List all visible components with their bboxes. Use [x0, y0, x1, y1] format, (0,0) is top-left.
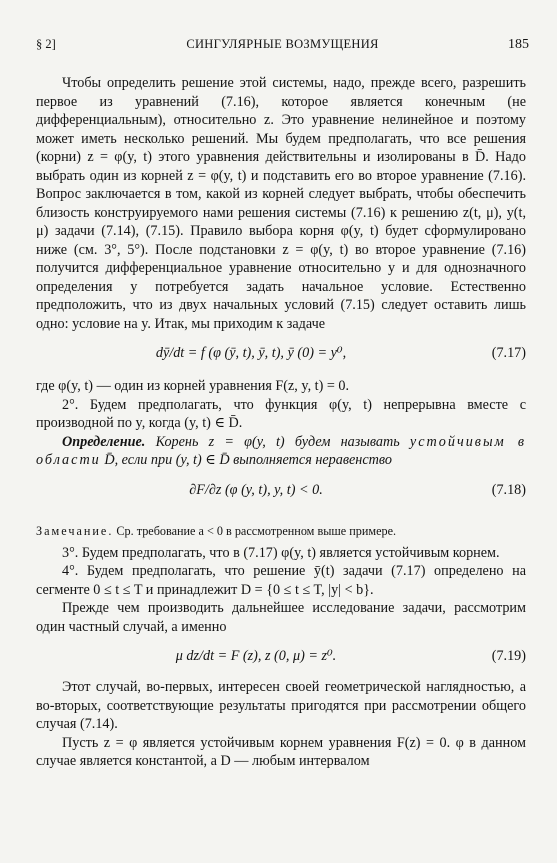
equation-formula: μ dz/dt = F (z), z (0, μ) = z⁰.	[175, 648, 337, 664]
remark-label: Замечание.	[36, 523, 114, 538]
definition-text-b: D̄, если при (y, t) ∈ D̄ выполняется неравенство	[100, 452, 392, 468]
paragraph-stable-root: Пусть z = φ является устойчивым корнем уравнения F(z) = 0. φ в данном случае является константой, а D — любым интервалом	[36, 734, 526, 769]
equation-7-18	[36, 470, 526, 512]
page-number: 185	[508, 37, 529, 52]
paragraph-assumption-3: 3°. Будем предполагать, что в (7.17) φ(y, t) является устойчивым корнем.	[62, 544, 500, 561]
equation-number: (7.18)	[491, 481, 526, 498]
remark	[36, 522, 526, 540]
equation-number: (7.19)	[491, 648, 526, 664]
paragraph-root-note: где φ(y, t) — один из корней уравнения F(z, y, t) = 0.	[36, 378, 350, 394]
definition-spaced-term: устойчивым в области	[36, 433, 526, 468]
running-header	[36, 37, 529, 57]
definition-text-a: Корень z = φ(y, t) будем называть	[155, 433, 410, 450]
equation-7-17	[36, 333, 526, 377]
definition-label: Определение.	[62, 433, 146, 450]
paragraph-special-case: Прежде чем производить дальнейшее исследование задачи, рассмотрим один частный случай, а именно	[36, 600, 526, 635]
section-marker: § 2]	[36, 37, 56, 51]
paragraph-intro: Чтобы определить решение этой системы, надо, прежде всего, разрешить первое из уравнений (7.16), которое является конечным (не дифференциальным), относительно z. Это уравнение нелинейное и поэтому может иметь несколько решений. Мы будем предполагать, что все решения (корни) z = φ(y, t) этого уравнения действительны и изолированы в D̄. Надо выбрать один из корней z = φ(y, t) и подставить его во второе уравнение (7.16). Вопрос заключается в том, какой из корней следует выбрать, чтобы обеспечить близость конструируемого нами решения системы (7.16) к решению z(t, μ), y(t, μ) задачи (7.14), (7.15). Правило выбора корня φ(y, t) будет сформулировано ниже (см. 3°, 5°). После подстановки z = φ(y, t) во второе уравнение (7.16) получится дифференциальное уравнение относительно y и для однозначного определения y потребуется задать начальное условие. Естественно предположить, что из двух начальных условий (7.15) следует оставить лишь одно: условие на y. Итак, мы приходим к задаче	[36, 75, 526, 332]
running-title: СИНГУЛЯРНЫЕ ВОЗМУЩЕНИЯ	[186, 37, 379, 51]
equation-number: (7.17)	[491, 345, 526, 361]
paragraph-definition	[36, 433, 526, 470]
equation-formula: ∂F/∂z (φ (y, t), y, t) < 0.	[189, 481, 323, 498]
paragraph-assumption-4: 4°. Будем предполагать, что решение ȳ(t) задачи (7.17) определено на сегменте 0 ≤ t ≤ T и принадлежит D = {0 ≤ t ≤ T, |y| < b}.	[36, 563, 526, 598]
equation-7-19	[36, 636, 526, 678]
page-body	[36, 74, 526, 771]
paragraph-assumption-2: 2°. Будем предполагать, что функция φ(y, t) непрерывна вместе с производной по y, когда (y, t) ∈ D̄.	[36, 396, 526, 431]
paragraph-motivation: Этот случай, во-первых, интересен своей геометрической наглядностью, а во-вторых, соответствующие результаты пригодятся при рассмотрении общего случая (7.14).	[36, 679, 526, 732]
equation-formula: dȳ/dt = f (φ (ȳ, t), ȳ, t), ȳ (0) = y⁰,	[155, 345, 347, 361]
remark-text: Ср. требование a < 0 в рассмотренном выше примере.	[113, 523, 397, 538]
